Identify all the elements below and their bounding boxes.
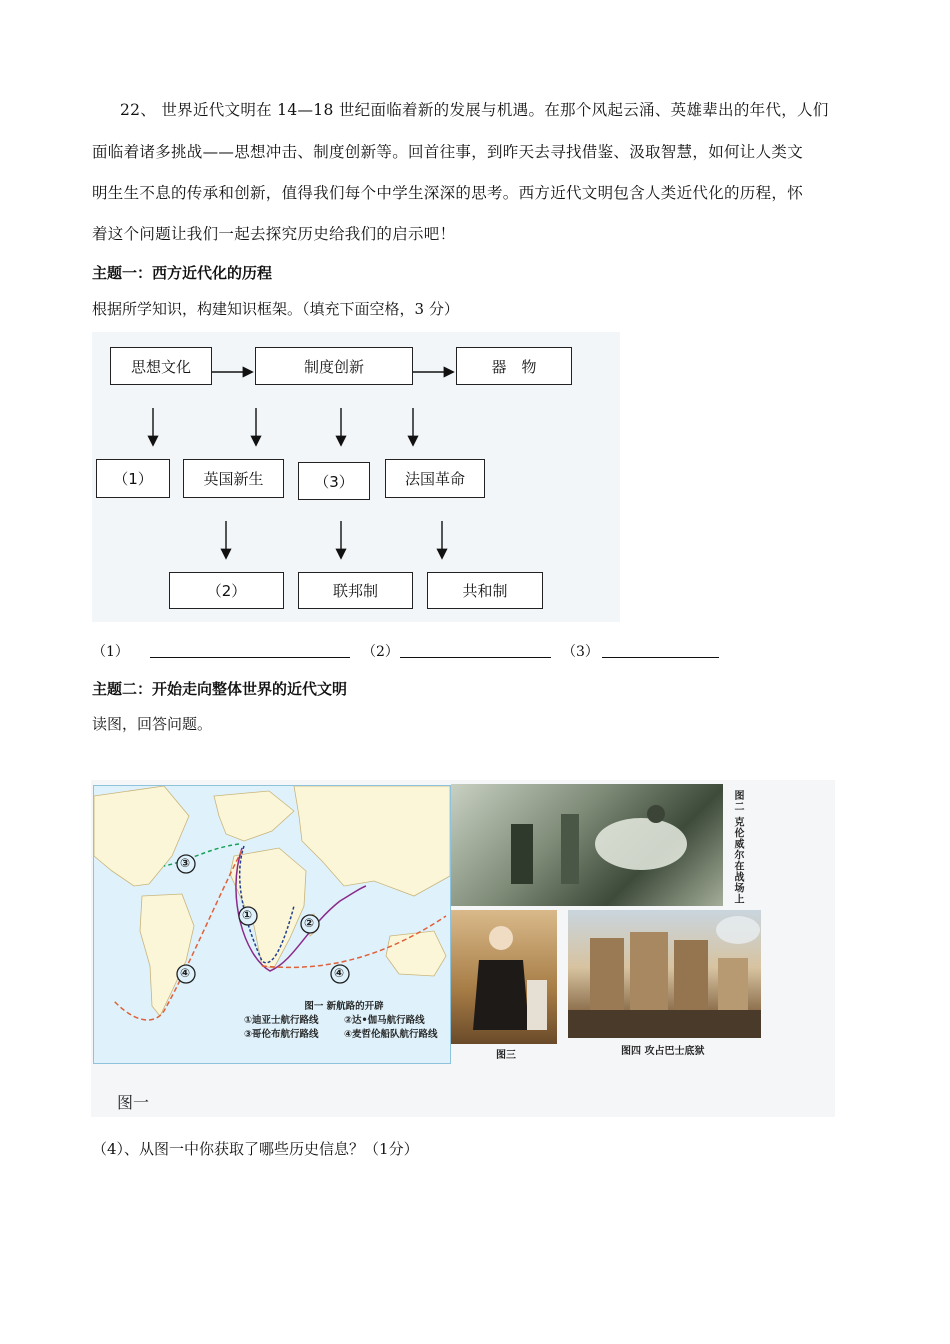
answer-blank-3[interactable]: [602, 657, 719, 658]
flowchart-arrows: [0, 0, 950, 640]
cromwell-picture: [451, 784, 723, 906]
intro-line-2: 面临着诸多挑战——思想冲击、制度创新等。回首往事，到昨天去寻找借鉴、汲取智慧，如何让人类文: [92, 143, 804, 161]
portrait-picture: [451, 910, 557, 1044]
route-marker-3: ③: [180, 856, 191, 870]
legend-item-columbus: ③哥伦布航行路线: [244, 1029, 319, 1040]
australia-shape: [386, 931, 446, 976]
bastille-picture: [568, 910, 761, 1038]
legend-item-gama: ②达•伽马航行路线: [344, 1015, 425, 1026]
theme2-instruction: 读图，回答问题。: [92, 715, 213, 733]
europe-shape: [214, 791, 294, 841]
flow-box-thought-culture: 思想文化: [110, 347, 212, 385]
flow-box-republic: 共和制: [427, 572, 543, 609]
cromwell-illustration: [451, 784, 723, 906]
route-marker-1: ①: [242, 908, 253, 922]
route-marker-4a: ④: [180, 966, 191, 980]
south-america-shape: [140, 894, 194, 1016]
route-marker-4b: ④: [334, 966, 345, 980]
fig3-caption: 图三: [496, 1050, 516, 1061]
map-legend: [244, 1000, 444, 1042]
theme1-instruction: 根据所学知识，构建知识框架。（填充下面空格，3 分）: [92, 300, 459, 318]
question-4: （4）、从图一中你获取了哪些历史信息？（1分）: [92, 1140, 419, 1158]
intro-line-1: 世界近代文明在 14—18 世纪面临着新的发展与机遇。在那个风起云涌、英雄辈出的年代，人们: [161, 101, 829, 119]
flow-box-blank-3: （3）: [298, 462, 370, 500]
flow-box-institution-innovation: 制度创新: [255, 347, 413, 385]
intro-line-3: 明生生不息的传承和创新，值得我们每个中学生深深的思考。西方近代文明包含人类近代化的历程，怀: [92, 184, 804, 202]
new-sea-routes-map: [93, 785, 451, 1064]
answer-blank-1[interactable]: [150, 657, 350, 658]
flow-box-blank-2: （2）: [169, 572, 284, 609]
bastille-illustration: [568, 910, 761, 1038]
legend-item-dias: ①迪亚士航行路线: [244, 1015, 319, 1026]
question-number: 22、: [120, 101, 157, 119]
blank-label-1: （1）: [92, 644, 129, 660]
blank-label-2: （2）: [362, 644, 399, 660]
figure-composite: [91, 780, 835, 1117]
fig4-caption: 图四 攻占巴士底狱: [621, 1046, 705, 1057]
theme2-title: 主题二：开始走向整体世界的近代文明: [92, 680, 348, 698]
blank-label-3: （3）: [562, 644, 599, 660]
flow-box-english-rebirth: 英国新生: [183, 459, 284, 498]
flow-box-artifacts: 器 物: [456, 347, 572, 385]
theme1-title: 主题一：西方近代化的历程: [92, 264, 273, 282]
map-legend-title: 图一 新航路的开辟: [304, 1001, 384, 1012]
route-marker-2: ②: [304, 916, 315, 930]
legend-item-magellan: ④麦哲伦船队航行路线: [344, 1029, 438, 1040]
flow-box-federalism: 联邦制: [298, 572, 413, 609]
flow-box-french-revolution: 法国革命: [385, 459, 485, 498]
intro-line-4: 着这个问题让我们一起去探究历史给我们的启示吧！: [92, 225, 456, 243]
asia-shape: [294, 786, 450, 896]
north-america-shape: [94, 786, 189, 886]
answer-blank-2[interactable]: [400, 657, 551, 658]
flow-box-blank-1: （1）: [96, 459, 170, 498]
portrait-illustration: [451, 910, 557, 1044]
fig2-caption: 图二 克伦威尔在战场上: [732, 790, 743, 905]
figure-label: 图一: [117, 1093, 150, 1112]
